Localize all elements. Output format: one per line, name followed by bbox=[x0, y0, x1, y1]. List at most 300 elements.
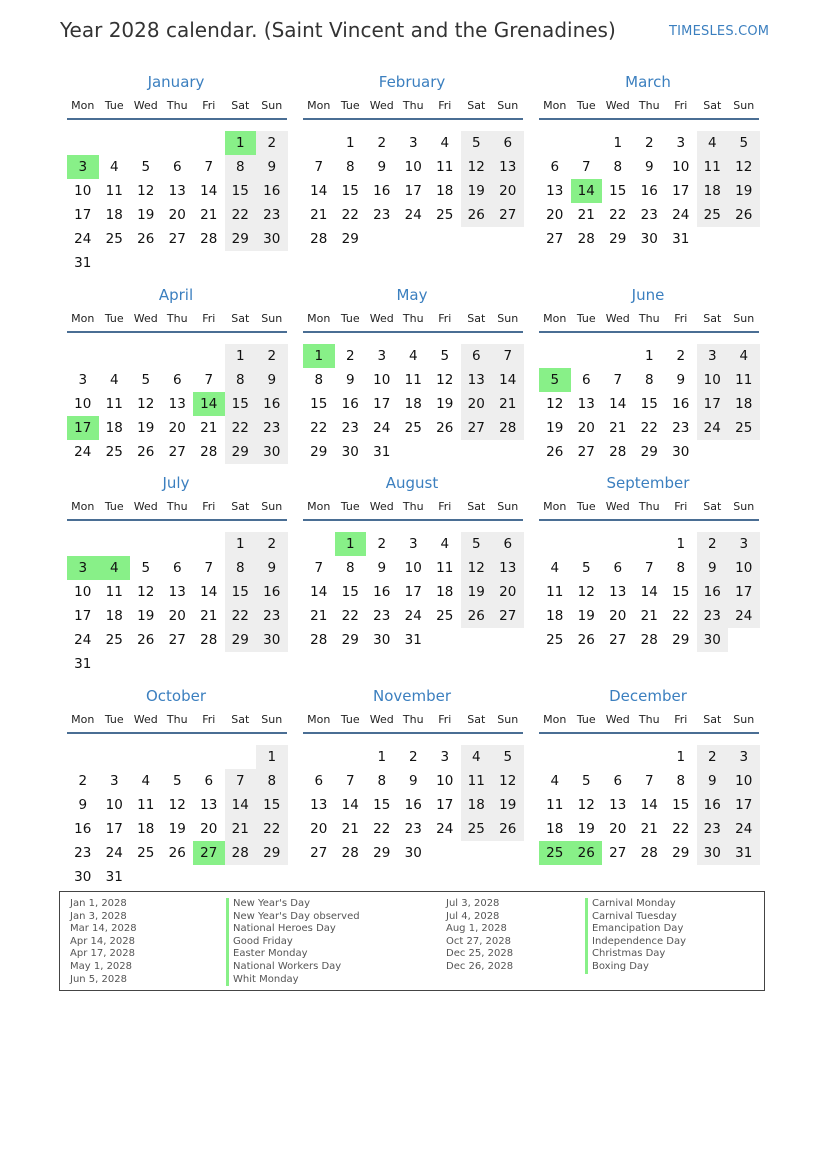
day-cell: 18 bbox=[137, 821, 155, 837]
day-cell: 6 bbox=[613, 560, 623, 576]
day-cell: 20 bbox=[546, 207, 564, 223]
day-cell: 9 bbox=[377, 560, 387, 576]
legend-entry: Apr 17, 2028 bbox=[70, 948, 136, 960]
day-cell: 23 bbox=[672, 420, 690, 436]
day-cell: 20 bbox=[310, 821, 328, 837]
day-cell: 2 bbox=[676, 348, 686, 364]
day-cell: 12 bbox=[436, 372, 454, 388]
day-cell: 29 bbox=[225, 628, 257, 652]
day-cell: 24 bbox=[728, 604, 760, 628]
month-name: March bbox=[625, 73, 671, 91]
day-cell: 23 bbox=[373, 207, 391, 223]
day-cell: 5 bbox=[141, 560, 151, 576]
day-cell: 2 bbox=[697, 745, 729, 769]
day-cell: 3 bbox=[377, 348, 387, 364]
legend-entry: Apr 14, 2028 bbox=[70, 935, 136, 947]
day-cell: 8 bbox=[676, 773, 686, 789]
day-cell: 6 bbox=[492, 131, 524, 155]
weekday-header: Fri bbox=[202, 713, 216, 726]
day-cell: 29 bbox=[672, 845, 690, 861]
day-cell: 31 bbox=[105, 869, 123, 885]
day-cell: 9 bbox=[256, 155, 288, 179]
day-cell: 16 bbox=[373, 183, 391, 199]
month-name: January bbox=[147, 73, 205, 91]
month-name: February bbox=[378, 73, 446, 91]
day-cell: 9 bbox=[676, 372, 686, 388]
day-cell: 20 bbox=[577, 420, 595, 436]
day-cell: 17 bbox=[728, 580, 760, 604]
weekday-header: Sun bbox=[261, 500, 283, 513]
day-cell: 17 bbox=[373, 396, 391, 412]
day-cell: 19 bbox=[137, 207, 155, 223]
day-cell: 21 bbox=[341, 821, 359, 837]
weekday-header: Wed bbox=[133, 312, 158, 325]
day-cell: 26 bbox=[436, 420, 454, 436]
day-cell: 6 bbox=[172, 560, 182, 576]
day-cell: 19 bbox=[728, 179, 760, 203]
day-cell: 4 bbox=[550, 560, 560, 576]
day-cell: 7 bbox=[345, 773, 355, 789]
day-cell: 13 bbox=[609, 797, 627, 813]
day-cell: 11 bbox=[105, 584, 123, 600]
weekday-header: Mon bbox=[71, 713, 95, 726]
day-cell: 1 bbox=[613, 135, 623, 151]
day-cell: 30 bbox=[256, 628, 288, 652]
day-cell: 5 bbox=[728, 131, 760, 155]
day-cell: 8 bbox=[644, 372, 654, 388]
day-cell: 6 bbox=[172, 372, 182, 388]
weekday-header: Sun bbox=[733, 713, 755, 726]
day-cell: 10 bbox=[672, 159, 690, 175]
day-cell: 14 bbox=[341, 797, 359, 813]
day-cell: 15 bbox=[640, 396, 658, 412]
day-cell: 17 bbox=[436, 797, 454, 813]
weekday-header: Thu bbox=[638, 312, 660, 325]
day-cell: 2 bbox=[697, 532, 729, 556]
day-cell: 20 bbox=[168, 608, 186, 624]
day-cell: 24 bbox=[74, 632, 92, 648]
day-cell: 9 bbox=[78, 797, 88, 813]
day-cell: 7 bbox=[492, 344, 524, 368]
weekday-header: Thu bbox=[638, 99, 660, 112]
day-cell: 2 bbox=[345, 348, 355, 364]
weekday-header: Tue bbox=[340, 500, 360, 513]
header-rule bbox=[67, 118, 287, 120]
day-cell: 22 bbox=[225, 604, 257, 628]
legend-right-names bbox=[592, 898, 686, 974]
weekday-header: Sat bbox=[231, 99, 250, 112]
day-cell: 14 bbox=[225, 793, 257, 817]
holiday-day-cell: 25 bbox=[539, 841, 571, 865]
day-cell: 28 bbox=[609, 444, 627, 460]
day-cell: 27 bbox=[609, 845, 627, 861]
day-cell: 9 bbox=[697, 556, 729, 580]
day-cell: 2 bbox=[78, 773, 88, 789]
day-cell: 4 bbox=[728, 344, 760, 368]
day-cell: 1 bbox=[345, 135, 355, 151]
day-cell: 25 bbox=[137, 845, 155, 861]
legend-entry: Easter Monday bbox=[233, 948, 308, 960]
day-cell: 2 bbox=[377, 536, 387, 552]
day-cell: 18 bbox=[461, 793, 493, 817]
month-name: July bbox=[162, 474, 190, 492]
day-cell: 31 bbox=[74, 656, 92, 672]
day-cell: 17 bbox=[728, 793, 760, 817]
day-cell: 18 bbox=[436, 183, 454, 199]
day-cell: 21 bbox=[200, 608, 218, 624]
day-cell: 21 bbox=[640, 608, 658, 624]
day-cell: 7 bbox=[581, 159, 591, 175]
day-cell: 24 bbox=[728, 817, 760, 841]
day-cell: 8 bbox=[256, 769, 288, 793]
legend-entry: Carnival Monday bbox=[592, 898, 676, 909]
weekday-header: Sun bbox=[733, 312, 755, 325]
legend-entry: Jan 1, 2028 bbox=[70, 898, 127, 909]
day-cell: 26 bbox=[546, 444, 564, 460]
day-cell: 10 bbox=[404, 560, 422, 576]
weekday-header: Sun bbox=[497, 713, 519, 726]
day-cell: 15 bbox=[609, 183, 627, 199]
day-cell: 26 bbox=[492, 817, 524, 841]
day-cell: 31 bbox=[404, 632, 422, 648]
day-cell: 28 bbox=[310, 231, 328, 247]
day-cell: 13 bbox=[492, 556, 524, 580]
day-cell: 25 bbox=[728, 416, 760, 440]
day-cell: 10 bbox=[728, 556, 760, 580]
day-cell: 24 bbox=[404, 207, 422, 223]
legend-left-names bbox=[233, 898, 360, 986]
weekday-header: Tue bbox=[576, 500, 596, 513]
day-cell: 6 bbox=[550, 159, 560, 175]
day-cell: 7 bbox=[204, 560, 214, 576]
day-cell: 17 bbox=[404, 584, 422, 600]
weekday-header: Mon bbox=[307, 713, 331, 726]
weekday-header: Fri bbox=[674, 99, 688, 112]
day-cell: 19 bbox=[577, 821, 595, 837]
day-cell: 23 bbox=[256, 203, 288, 227]
weekday-header: Tue bbox=[576, 713, 596, 726]
day-cell: 28 bbox=[225, 841, 257, 865]
weekday-header: Fri bbox=[674, 713, 688, 726]
legend-entry: Oct 27, 2028 bbox=[446, 935, 511, 947]
day-cell: 29 bbox=[672, 632, 690, 648]
day-cell: 8 bbox=[613, 159, 623, 175]
day-cell: 27 bbox=[310, 845, 328, 861]
legend-entry: Mar 14, 2028 bbox=[70, 923, 137, 935]
weekday-header: Fri bbox=[202, 500, 216, 513]
day-cell: 1 bbox=[225, 344, 257, 368]
legend-entry: May 1, 2028 bbox=[70, 960, 133, 972]
day-cell: 8 bbox=[225, 368, 257, 392]
weekday-header: Sat bbox=[703, 713, 722, 726]
weekday-header: Thu bbox=[166, 312, 188, 325]
day-cell: 17 bbox=[672, 183, 690, 199]
weekday-header: Wed bbox=[605, 99, 630, 112]
weekday-header: Fri bbox=[674, 500, 688, 513]
day-cell: 7 bbox=[314, 560, 324, 576]
day-cell: 11 bbox=[546, 797, 564, 813]
holiday-day-cell: 1 bbox=[303, 344, 335, 368]
legend-entry: Aug 1, 2028 bbox=[446, 923, 507, 935]
day-cell: 28 bbox=[200, 444, 218, 460]
day-cell: 28 bbox=[640, 632, 658, 648]
day-cell: 10 bbox=[74, 396, 92, 412]
legend-right-dates bbox=[446, 898, 513, 974]
day-cell: 7 bbox=[644, 773, 654, 789]
weekday-header: Sun bbox=[497, 500, 519, 513]
day-cell: 31 bbox=[728, 841, 760, 865]
day-cell: 21 bbox=[609, 420, 627, 436]
holiday-day-cell: 14 bbox=[571, 179, 603, 203]
holiday-day-cell: 3 bbox=[67, 155, 99, 179]
day-cell: 22 bbox=[225, 416, 257, 440]
day-cell: 19 bbox=[461, 580, 493, 604]
day-cell: 5 bbox=[461, 131, 493, 155]
day-cell: 1 bbox=[676, 749, 686, 765]
day-cell: 20 bbox=[168, 420, 186, 436]
day-cell: 11 bbox=[137, 797, 155, 813]
day-cell: 14 bbox=[609, 396, 627, 412]
day-cell: 21 bbox=[577, 207, 595, 223]
weekday-header: Thu bbox=[402, 99, 424, 112]
day-cell: 22 bbox=[373, 821, 391, 837]
day-cell: 5 bbox=[141, 372, 151, 388]
day-cell: 11 bbox=[404, 372, 422, 388]
day-cell: 8 bbox=[314, 372, 324, 388]
weekday-header: Wed bbox=[133, 99, 158, 112]
day-cell: 10 bbox=[697, 368, 729, 392]
weekday-header: Sat bbox=[467, 99, 486, 112]
day-cell: 5 bbox=[440, 348, 450, 364]
day-cell: 17 bbox=[74, 207, 92, 223]
day-cell: 19 bbox=[461, 179, 493, 203]
weekday-header: Fri bbox=[202, 99, 216, 112]
day-cell: 30 bbox=[672, 444, 690, 460]
day-cell: 8 bbox=[225, 556, 257, 580]
day-cell: 5 bbox=[461, 532, 493, 556]
day-cell: 14 bbox=[640, 584, 658, 600]
day-cell: 19 bbox=[492, 793, 524, 817]
day-cell: 24 bbox=[436, 821, 454, 837]
brand-link[interactable]: TIMESLES.COM bbox=[669, 24, 770, 39]
day-cell: 6 bbox=[204, 773, 214, 789]
day-cell: 16 bbox=[640, 183, 658, 199]
legend-entry: Jul 3, 2028 bbox=[446, 898, 500, 909]
day-cell: 11 bbox=[461, 769, 493, 793]
day-cell: 30 bbox=[74, 869, 92, 885]
holiday-day-cell: 3 bbox=[67, 556, 99, 580]
day-cell: 4 bbox=[408, 348, 418, 364]
holiday-day-cell: 14 bbox=[193, 392, 225, 416]
legend-entry: Emancipation Day bbox=[592, 923, 684, 935]
weekday-header: Mon bbox=[543, 713, 567, 726]
holiday-day-cell: 17 bbox=[67, 416, 99, 440]
legend-entry: Whit Monday bbox=[233, 973, 299, 985]
weekday-header: Wed bbox=[369, 312, 394, 325]
day-cell: 10 bbox=[728, 769, 760, 793]
day-cell: 6 bbox=[613, 773, 623, 789]
month-name: December bbox=[609, 687, 687, 705]
day-cell: 25 bbox=[105, 632, 123, 648]
day-cell: 9 bbox=[697, 769, 729, 793]
weekday-header: Mon bbox=[543, 99, 567, 112]
day-cell: 11 bbox=[105, 183, 123, 199]
day-cell: 2 bbox=[256, 344, 288, 368]
holiday-day-cell: 1 bbox=[225, 131, 257, 155]
day-cell: 13 bbox=[200, 797, 218, 813]
day-cell: 16 bbox=[256, 392, 288, 416]
day-cell: 4 bbox=[461, 745, 493, 769]
day-cell: 12 bbox=[546, 396, 564, 412]
day-cell: 12 bbox=[492, 769, 524, 793]
day-cell: 11 bbox=[436, 560, 454, 576]
day-cell: 9 bbox=[377, 159, 387, 175]
day-cell: 3 bbox=[408, 135, 418, 151]
day-cell: 23 bbox=[256, 604, 288, 628]
day-cell: 15 bbox=[225, 580, 257, 604]
day-cell: 21 bbox=[200, 207, 218, 223]
day-cell: 22 bbox=[341, 608, 359, 624]
weekday-header: Tue bbox=[340, 713, 360, 726]
weekday-header: Sat bbox=[467, 312, 486, 325]
holiday-day-cell: 27 bbox=[193, 841, 225, 865]
day-cell: 11 bbox=[546, 584, 564, 600]
day-cell: 9 bbox=[256, 556, 288, 580]
weekday-header: Wed bbox=[605, 713, 630, 726]
day-cell: 27 bbox=[168, 231, 186, 247]
day-cell: 23 bbox=[404, 821, 422, 837]
legend-entry: New Year's Day observed bbox=[233, 910, 360, 922]
day-cell: 9 bbox=[256, 368, 288, 392]
day-cell: 14 bbox=[640, 797, 658, 813]
weekday-header: Thu bbox=[638, 500, 660, 513]
weekday-header: Mon bbox=[543, 312, 567, 325]
day-cell: 30 bbox=[341, 444, 359, 460]
day-cell: 16 bbox=[672, 396, 690, 412]
day-cell: 15 bbox=[672, 797, 690, 813]
day-cell: 26 bbox=[137, 444, 155, 460]
day-cell: 6 bbox=[492, 532, 524, 556]
day-cell: 11 bbox=[728, 368, 760, 392]
day-cell: 16 bbox=[256, 179, 288, 203]
day-cell: 13 bbox=[577, 396, 595, 412]
legend-entry: Jun 5, 2028 bbox=[70, 973, 127, 985]
header-rule bbox=[67, 732, 287, 734]
weekday-header: Sun bbox=[733, 500, 755, 513]
day-cell: 22 bbox=[341, 207, 359, 223]
day-cell: 23 bbox=[640, 207, 658, 223]
day-cell: 1 bbox=[676, 536, 686, 552]
day-cell: 8 bbox=[345, 159, 355, 175]
weekday-header: Sat bbox=[231, 713, 250, 726]
day-cell: 10 bbox=[105, 797, 123, 813]
day-cell: 25 bbox=[436, 608, 454, 624]
day-cell: 15 bbox=[256, 793, 288, 817]
day-cell: 16 bbox=[256, 580, 288, 604]
day-cell: 25 bbox=[436, 207, 454, 223]
day-cell: 24 bbox=[697, 416, 729, 440]
weekday-header: Tue bbox=[340, 99, 360, 112]
day-cell: 13 bbox=[492, 155, 524, 179]
day-cell: 7 bbox=[314, 159, 324, 175]
day-cell: 19 bbox=[168, 821, 186, 837]
legend-entry: Dec 26, 2028 bbox=[446, 960, 514, 972]
weekday-header: Sat bbox=[467, 500, 486, 513]
day-cell: 8 bbox=[225, 155, 257, 179]
day-cell: 25 bbox=[461, 817, 493, 841]
day-cell: 3 bbox=[676, 135, 686, 151]
day-cell: 31 bbox=[74, 255, 92, 271]
header-rule bbox=[303, 519, 523, 521]
weekday-header: Fri bbox=[438, 99, 452, 112]
day-cell: 12 bbox=[137, 183, 155, 199]
day-cell: 7 bbox=[204, 159, 214, 175]
day-cell: 19 bbox=[546, 420, 564, 436]
legend-entry: Boxing Day bbox=[592, 960, 649, 972]
day-cell: 28 bbox=[577, 231, 595, 247]
day-cell: 2 bbox=[408, 749, 418, 765]
day-cell: 10 bbox=[436, 773, 454, 789]
day-cell: 1 bbox=[256, 745, 288, 769]
day-cell: 17 bbox=[105, 821, 123, 837]
day-cell: 18 bbox=[436, 584, 454, 600]
day-cell: 13 bbox=[168, 183, 186, 199]
day-cell: 19 bbox=[137, 608, 155, 624]
day-cell: 3 bbox=[78, 372, 88, 388]
day-cell: 21 bbox=[310, 608, 328, 624]
weekday-header: Sat bbox=[703, 99, 722, 112]
day-cell: 22 bbox=[640, 420, 658, 436]
day-cell: 5 bbox=[492, 745, 524, 769]
day-cell: 22 bbox=[256, 817, 288, 841]
legend-entry: Christmas Day bbox=[592, 948, 666, 960]
day-cell: 16 bbox=[373, 584, 391, 600]
day-cell: 18 bbox=[105, 420, 123, 436]
weekday-header: Fri bbox=[438, 713, 452, 726]
day-cell: 12 bbox=[728, 155, 760, 179]
day-cell: 26 bbox=[137, 231, 155, 247]
day-cell: 6 bbox=[461, 344, 493, 368]
day-cell: 25 bbox=[105, 444, 123, 460]
day-cell: 19 bbox=[577, 608, 595, 624]
weekday-header: Fri bbox=[438, 500, 452, 513]
day-cell: 29 bbox=[225, 440, 257, 464]
day-cell: 11 bbox=[105, 396, 123, 412]
day-cell: 22 bbox=[672, 608, 690, 624]
holiday-legend bbox=[59, 891, 765, 991]
month-name: September bbox=[606, 474, 690, 492]
weekday-header: Mon bbox=[543, 500, 567, 513]
day-cell: 5 bbox=[581, 773, 591, 789]
day-cell: 9 bbox=[345, 372, 355, 388]
day-cell: 23 bbox=[697, 604, 729, 628]
weekday-header: Thu bbox=[166, 500, 188, 513]
weekday-header: Tue bbox=[104, 312, 124, 325]
header-rule bbox=[539, 118, 759, 120]
day-cell: 20 bbox=[200, 821, 218, 837]
header-rule bbox=[67, 331, 287, 333]
weekday-header: Tue bbox=[340, 312, 360, 325]
day-cell: 7 bbox=[644, 560, 654, 576]
day-cell: 30 bbox=[256, 440, 288, 464]
day-cell: 13 bbox=[168, 584, 186, 600]
day-cell: 2 bbox=[256, 131, 288, 155]
day-cell: 14 bbox=[310, 183, 328, 199]
day-cell: 10 bbox=[74, 584, 92, 600]
day-cell: 18 bbox=[728, 392, 760, 416]
day-cell: 15 bbox=[225, 392, 257, 416]
day-cell: 9 bbox=[408, 773, 418, 789]
